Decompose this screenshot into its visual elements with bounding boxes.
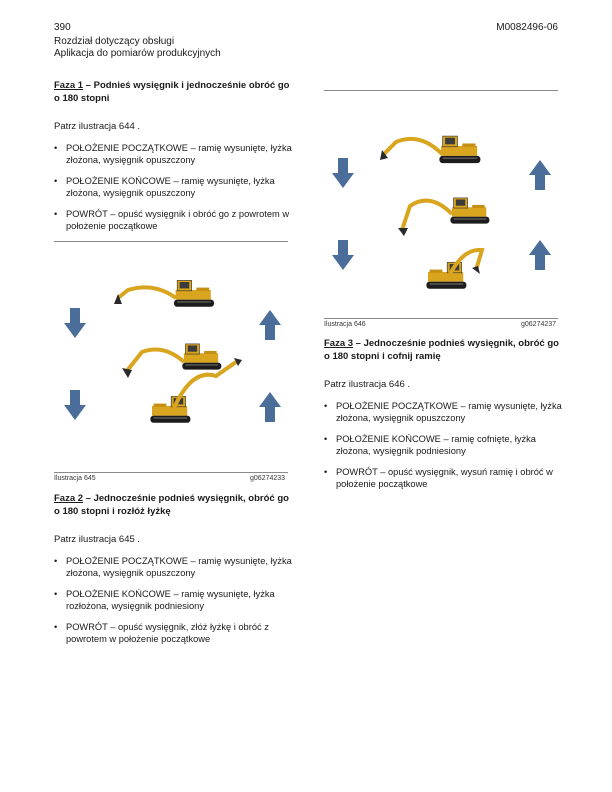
divider xyxy=(324,90,558,91)
section-3-title-rest: – Jednocześnie podnieś wysięgnik, obróć go o 180 stopni i cofnij ramię xyxy=(324,338,559,362)
list-item: • POWRÓT – opuść wysięgnik, złóż łyżkę i obróć z powrotem w położenie początkowe xyxy=(54,622,294,645)
header-line-1: Rozdział dotyczący obsługi xyxy=(54,36,175,47)
arrow-up-icon xyxy=(259,392,281,422)
list-item: • POŁOŻENIE POCZĄTKOWE – ramię wysunięte, łyżka złożona, wysięgnik opuszczony xyxy=(324,401,564,424)
section-2-list xyxy=(54,556,294,645)
figure-645-code: g06274233 xyxy=(250,475,286,482)
section-1-list xyxy=(54,143,294,232)
figure-rule xyxy=(324,318,558,319)
list-item: • POŁOŻENIE POCZĄTKOWE – ramię wysunięte, łyżka złożona, wysięgnik opuszczony xyxy=(54,143,294,166)
section-1-title xyxy=(54,80,294,105)
header-line-2: Aplikacja do pomiarów produkcyjnych xyxy=(54,48,221,59)
section-2-ref: Patrz ilustracja 645 . xyxy=(54,534,141,545)
section-3-ref: Patrz ilustracja 646 . xyxy=(324,379,411,390)
excavator-icon xyxy=(114,280,214,306)
arrow-down-icon xyxy=(64,308,86,338)
page-number: 390 xyxy=(54,22,71,33)
illustration-646 xyxy=(324,122,558,302)
figure-rule xyxy=(54,472,288,473)
section-1 xyxy=(54,80,294,242)
section-3-title-prefix: Faza 3 xyxy=(324,338,354,349)
figure-646-code: g06274237 xyxy=(521,321,557,328)
section-3-title xyxy=(324,338,564,363)
arrow-up-icon xyxy=(259,310,281,340)
section-3-list xyxy=(324,401,564,490)
document-id: M0082496-06 xyxy=(496,22,558,33)
excavator-icon xyxy=(426,250,482,289)
excavator-icon xyxy=(398,198,489,236)
arrow-up-icon xyxy=(529,240,551,270)
list-item: • POŁOŻENIE KOŃCOWE – ramię cofnięte, łyżka złożona, wysięgnik podniesiony xyxy=(324,434,564,457)
list-item: • POŁOŻENIE POCZĄTKOWE – ramię wysunięte, łyżka złożona, wysięgnik opuszczony xyxy=(54,556,294,579)
list-item: • POŁOŻENIE KOŃCOWE – ramię wysunięte, łyżka rozłożona, wysięgnik podniesiony xyxy=(54,589,294,612)
section-2-title-rest: – Jednocześnie podnieś wysięgnik, obróć go o 180 stopni i rozłóż łyżkę xyxy=(54,493,289,517)
section-3 xyxy=(324,338,564,500)
figure-646-label: Ilustracja 646 xyxy=(324,321,366,328)
list-item: • POWRÓT – opuść wysięgnik, wysuń ramię i obróć w położenie początkowe xyxy=(324,467,564,490)
arrow-down-icon xyxy=(64,390,86,420)
figure-645-label: Ilustracja 645 xyxy=(54,475,96,482)
divider xyxy=(54,241,288,242)
list-item: • POŁOŻENIE KOŃCOWE – ramię wysunięte, łyżka złożona, wysięgnik opuszczony xyxy=(54,176,294,199)
section-1-title-rest: – Podnieś wysięgnik i jednocześnie obróć go o 180 stopni xyxy=(54,80,290,104)
illustration-645 xyxy=(54,270,288,450)
arrow-down-icon xyxy=(332,240,354,270)
excavator-icon xyxy=(380,136,480,163)
section-2-title-prefix: Faza 2 xyxy=(54,493,84,504)
section-1-ref: Patrz ilustracja 644 . xyxy=(54,121,141,132)
section-2-title xyxy=(54,493,294,518)
arrow-up-icon xyxy=(529,160,551,190)
arrow-down-icon xyxy=(332,158,354,188)
section-1-title-prefix: Faza 1 xyxy=(54,80,84,91)
section-2 xyxy=(54,493,294,655)
list-item: • POWRÓT – opuść wysięgnik i obróć go z powrotem w położenie początkowe xyxy=(54,209,294,232)
